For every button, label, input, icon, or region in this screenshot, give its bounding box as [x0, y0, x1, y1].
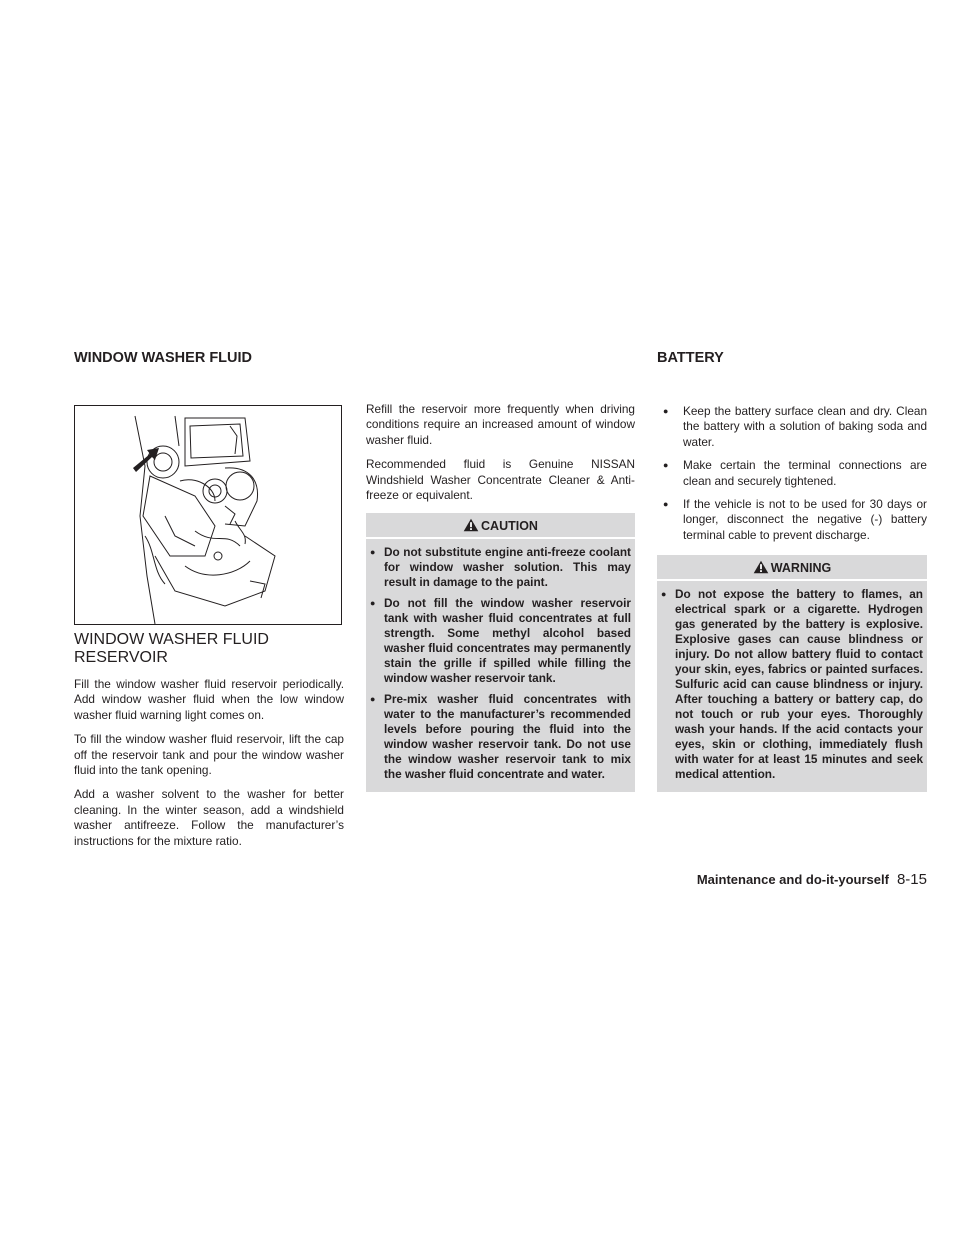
warning-box — [657, 555, 927, 792]
subheading-reservoir: WINDOW WASHER FLUID RESERVOIR — [74, 631, 269, 666]
left-body — [74, 677, 344, 858]
battery-bullets — [657, 404, 927, 543]
list-item: ● Do not fill the window washer reservoir tank with washer fluid concentrates at full strength. Some methyl alcohol based washer fluid concentrates may permanently stain the grille if spilled while filling the window washer reservoir tank. — [366, 596, 631, 686]
list-item: ● Pre-mix washer fluid concentrates with water to the manufacturer’s recommended levels before pouring the fluid into the window washer reservoir tank. Do not use the window washer reservoir tank to mix the washer fluid concentrate and water. — [366, 692, 631, 782]
reservoir-illustration — [74, 405, 342, 625]
caution-header — [366, 513, 635, 539]
section-title-window-washer-fluid: WINDOW WASHER FLUID — [74, 350, 253, 366]
warning-triangle-icon — [463, 518, 479, 532]
right-column — [657, 340, 927, 792]
warning-list — [657, 581, 927, 792]
paragraph: Add a washer solvent to the washer for better cleaning. In the winter season, add a windshield washer antifreeze. Follow the manufacturer’s instructions for the mixture ratio. — [74, 787, 344, 848]
caution-list — [366, 539, 635, 792]
warning-header — [657, 555, 927, 581]
list-item: ● Make certain the terminal connections are clean and securely tightened. — [657, 458, 927, 489]
caution-box — [366, 513, 635, 792]
paragraph: To fill the window washer fluid reservoir, lift the cap off the reservoir tank and pour the window washer fluid into the tank opening. — [74, 732, 344, 778]
page-number: 8-15 — [896, 871, 927, 888]
list-item: ● If the vehicle is not to be used for 30 days or longer, disconnect the negative (-) battery terminal cable to prevent discharge. — [657, 497, 927, 543]
paragraph: Recommended fluid is Genuine NISSAN Windshield Washer Concentrate Cleaner & Anti-freeze or equivalent. — [366, 457, 635, 503]
footer-section: Maintenance and do-it-yourself — [696, 872, 889, 887]
paragraph: Refill the reservoir more frequently when driving conditions require an increased amount of window washer fluid. — [366, 402, 635, 447]
page-footer — [697, 871, 927, 888]
caution-label: CAUTION — [481, 519, 538, 534]
list-item: ● Keep the battery surface clean and dry. Clean the battery with a solution of baking soda and water. — [657, 404, 927, 450]
engine-bay-illustration — [75, 406, 342, 625]
left-column — [74, 340, 344, 366]
list-item: ● Do not expose the battery to flames, an electrical spark or a cigarette. Hydrogen gas generated by the battery is explosive. Explosive gases can cause blindness or injury. Do not allow battery fluid to contact your skin, eyes, fabrics or painted surfaces. Sulfuric acid can cause blindness or injury. After touching a battery or battery cap, do not touch or rub your eyes. Thoroughly wash your hands. If the acid contacts your eyes, skin or clothing, immediately flush with water for at least 15 minutes and seek medical attention. — [657, 587, 923, 782]
section-title-battery: BATTERY — [657, 350, 724, 366]
warning-triangle-icon — [753, 560, 769, 574]
warning-label: WARNING — [770, 561, 832, 576]
paragraph: Fill the window washer fluid reservoir periodically. Add window washer fluid when the low window washer fluid warning light comes on. — [74, 677, 344, 722]
middle-column — [366, 402, 635, 792]
list-item: ● Do not substitute engine anti-freeze coolant for window washer solution. This may result in damage to the paint. — [366, 545, 631, 590]
